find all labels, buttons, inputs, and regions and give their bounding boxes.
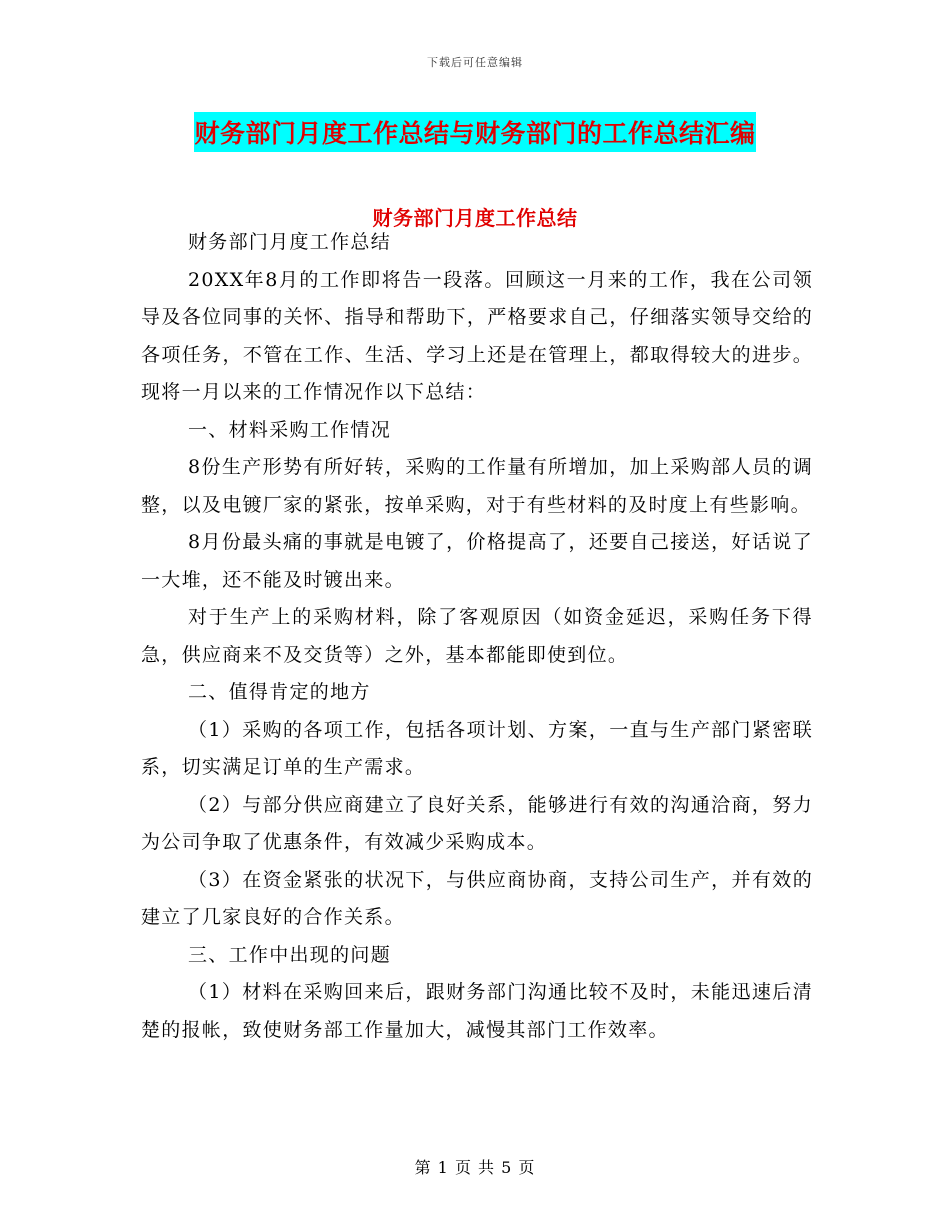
paragraph: 8月份最头痛的事就是电镀了，价格提高了，还要自己接送，好话说了一大堆，还不能及时镀出来。 [141, 531, 813, 591]
paragraph: 财务部门月度工作总结 [188, 231, 392, 253]
section-title: 财务部门月度工作总结 [372, 206, 578, 230]
main-title-wrapper [0, 112, 950, 152]
paragraph: 20XX年8月的工作即将告一段落。回顾这一月来的工作，我在公司领导及各位同事的关怀、指导和帮助下，严格要求自己，仔细落实领导交给的各项任务，不管在工作、生活、学习上还是在管理上，都取得较大的进步。现将一月以来的工作情况作以下总结： [141, 268, 813, 403]
header-note: 下载后可任意编辑 [427, 56, 523, 69]
paragraph: 三、工作中出现的问题 [188, 943, 392, 966]
paragraph: 8份生产形势有所好转，采购的工作量有所增加，加上采购部人员的调整，以及电镀厂家的紧张，按单采购，对于有些材料的及时度上有些影响。 [141, 456, 813, 516]
paragraph: （3）在资金紧张的状况下，与供应商协商，支持公司生产，并有效的建立了几家良好的合作关系。 [141, 868, 813, 928]
paragraph: 对于生产上的采购材料，除了客观原因（如资金延迟，采购任务下得急，供应商来不及交货等）之外，基本都能即使到位。 [141, 606, 813, 666]
page-number: 第 1 页 共 5 页 [414, 1158, 536, 1177]
paragraph: （1）材料在采购回来后，跟财务部门沟通比较不及时，未能迅速后清楚的报帐，致使财务部工作量加大，减慢其部门工作效率。 [141, 981, 813, 1041]
paragraph: 二、值得肯定的地方 [188, 681, 371, 703]
document-body [141, 224, 813, 1049]
paragraph: 一、材料采购工作情况 [188, 418, 392, 441]
document-title: 财务部门月度工作总结与财务部门的工作总结汇编 [194, 112, 755, 152]
paragraph: （1）采购的各项工作，包括各项计划、方案，一直与生产部门紧密联系，切实满足订单的生产需求。 [141, 718, 813, 778]
paragraph: （2）与部分供应商建立了良好关系，能够进行有效的沟通洽商，努力为公司争取了优惠条件，有效减少采购成本。 [141, 793, 813, 853]
